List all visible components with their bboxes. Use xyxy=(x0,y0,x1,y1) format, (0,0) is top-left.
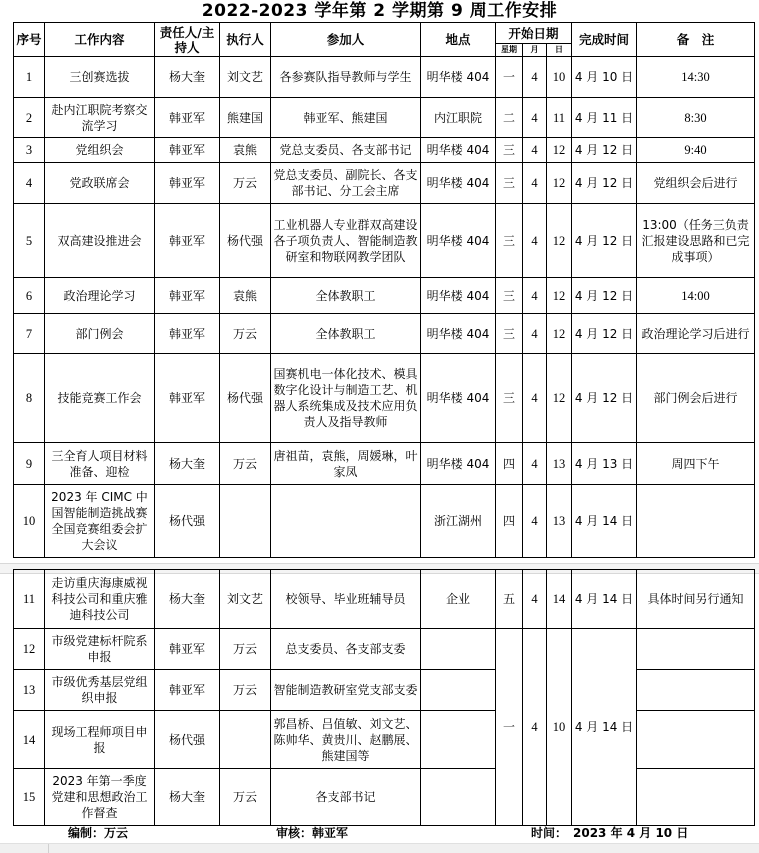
cell-month: 4 xyxy=(523,163,547,204)
cell-participants: 唐祖苗，袁熊，周媛琳，叶家凤 xyxy=(271,443,421,485)
cell-location: 明华楼 404 xyxy=(421,204,496,278)
cell-seq: 8 xyxy=(14,354,45,443)
cell-day: 12 xyxy=(547,163,572,204)
cell-completion: 4 月 12 日 xyxy=(572,354,637,443)
cell-content: 走访重庆海康威视科技公司和重庆雅迪科技公司 xyxy=(45,570,155,629)
cell-executor xyxy=(220,485,271,558)
cell-completion: 4 月 11 日 xyxy=(572,98,637,138)
cell-weekday: 四 xyxy=(496,485,523,558)
cell-completion: 4 月 12 日 xyxy=(572,138,637,163)
cell-seq: 3 xyxy=(14,138,45,163)
cell-executor: 袁熊 xyxy=(220,278,271,314)
table-row xyxy=(14,278,755,314)
cell-seq: 10 xyxy=(14,485,45,558)
cell-day-merged: 10 xyxy=(547,629,572,826)
cell-participants: 全体教职工 xyxy=(271,278,421,314)
header-completion: 完成时间 xyxy=(572,23,637,57)
cell-location: 明华楼 404 xyxy=(421,354,496,443)
cell-participants: 各支部书记 xyxy=(271,769,421,826)
cell-executor: 袁熊 xyxy=(220,138,271,163)
cell-executor: 熊建国 xyxy=(220,98,271,138)
cell-participants xyxy=(271,485,421,558)
cell-content: 2023 年 CIMC 中国智能制造挑战赛全国竞赛组委会扩大会议 xyxy=(45,485,155,558)
cell-seq: 5 xyxy=(14,204,45,278)
header-content: 工作内容 xyxy=(45,23,155,57)
table-row xyxy=(14,138,755,163)
cell-location: 明华楼 404 xyxy=(421,138,496,163)
table-row xyxy=(14,354,755,443)
header-remarks: 备 注 xyxy=(637,23,755,57)
header-participants: 参加人 xyxy=(271,23,421,57)
schedule-table-part-b xyxy=(13,569,755,826)
cell-day: 12 xyxy=(547,204,572,278)
cell-responsible: 韩亚军 xyxy=(155,204,220,278)
cell-participants: 党总支委员、副院长、各支部书记、分工会主席 xyxy=(271,163,421,204)
cell-location xyxy=(421,711,496,769)
cell-day: 12 xyxy=(547,278,572,314)
cell-executor: 杨代强 xyxy=(220,204,271,278)
cell-month: 4 xyxy=(523,204,547,278)
table-row xyxy=(14,570,755,629)
cell-remarks: 14:00 xyxy=(637,278,755,314)
cell-completion-merged: 4 月 14 日 xyxy=(572,629,637,826)
cell-month: 4 xyxy=(523,485,547,558)
cell-month: 4 xyxy=(523,570,547,629)
cell-executor: 万云 xyxy=(220,443,271,485)
header-seq: 序号 xyxy=(14,23,45,57)
cell-day: 12 xyxy=(547,354,572,443)
cell-responsible: 韩亚军 xyxy=(155,354,220,443)
header-executor: 执行人 xyxy=(220,23,271,57)
cell-completion: 4 月 12 日 xyxy=(572,278,637,314)
cell-remarks xyxy=(637,769,755,826)
cell-seq: 15 xyxy=(14,769,45,826)
cell-completion: 4 月 14 日 xyxy=(572,485,637,558)
header-location: 地点 xyxy=(421,23,496,57)
cell-participants: 校领导、毕业班辅导员 xyxy=(271,570,421,629)
cell-content: 党政联席会 xyxy=(45,163,155,204)
cell-day: 12 xyxy=(547,314,572,354)
cell-weekday: 五 xyxy=(496,570,523,629)
cell-content: 双高建设推进会 xyxy=(45,204,155,278)
schedule-table-part-a xyxy=(13,22,755,558)
table-row xyxy=(14,670,755,711)
cell-remarks: 14:30 xyxy=(637,57,755,98)
cell-month: 4 xyxy=(523,354,547,443)
cell-remarks: 政治理论学习后进行 xyxy=(637,314,755,354)
cell-day: 10 xyxy=(547,57,572,98)
cell-executor: 刘文艺 xyxy=(220,57,271,98)
footer-reviewed-by: 审核：韩亚军 xyxy=(276,826,349,840)
cell-completion: 4 月 10 日 xyxy=(572,57,637,98)
cell-seq: 13 xyxy=(14,670,45,711)
cell-weekday: 四 xyxy=(496,443,523,485)
cell-remarks xyxy=(637,711,755,769)
cell-seq: 2 xyxy=(14,98,45,138)
cell-content: 现场工程师项目申报 xyxy=(45,711,155,769)
cell-day: 11 xyxy=(547,98,572,138)
table-row xyxy=(14,769,755,826)
cell-content: 部门例会 xyxy=(45,314,155,354)
cell-weekday: 三 xyxy=(496,278,523,314)
table-row xyxy=(14,711,755,769)
cell-month: 4 xyxy=(523,138,547,163)
cell-seq: 6 xyxy=(14,278,45,314)
cell-content: 党组织会 xyxy=(45,138,155,163)
cell-seq: 12 xyxy=(14,629,45,670)
table-row xyxy=(14,204,755,278)
cell-location: 明华楼 404 xyxy=(421,443,496,485)
cell-responsible: 韩亚军 xyxy=(155,670,220,711)
cell-responsible: 杨代强 xyxy=(155,485,220,558)
cell-executor: 万云 xyxy=(220,769,271,826)
cell-location: 内江职院 xyxy=(421,98,496,138)
cell-executor: 万云 xyxy=(220,163,271,204)
header-day: 日 xyxy=(547,44,572,57)
cell-location: 明华楼 404 xyxy=(421,57,496,98)
cell-weekday: 三 xyxy=(496,138,523,163)
cell-executor: 刘文艺 xyxy=(220,570,271,629)
cell-remarks: 13:00（任务三负责汇报建设思路和已完成事项） xyxy=(637,204,755,278)
cell-executor: 万云 xyxy=(220,670,271,711)
header-responsible: 责任人/主持人 xyxy=(155,23,220,57)
cell-remarks xyxy=(637,670,755,711)
cell-location xyxy=(421,769,496,826)
cell-location: 明华楼 404 xyxy=(421,314,496,354)
cell-weekday: 三 xyxy=(496,314,523,354)
header-weekday: 星期 xyxy=(496,44,523,57)
table-row xyxy=(14,443,755,485)
cell-responsible: 韩亚军 xyxy=(155,98,220,138)
cell-remarks: 8:30 xyxy=(637,98,755,138)
cell-content: 三全育人项目材料准备、迎检 xyxy=(45,443,155,485)
cell-month: 4 xyxy=(523,98,547,138)
cell-content: 政治理论学习 xyxy=(45,278,155,314)
cell-month: 4 xyxy=(523,57,547,98)
cell-weekday: 二 xyxy=(496,98,523,138)
cell-day: 12 xyxy=(547,138,572,163)
cell-responsible: 杨大奎 xyxy=(155,570,220,629)
cell-month: 4 xyxy=(523,443,547,485)
cell-location xyxy=(421,629,496,670)
cell-day: 13 xyxy=(547,485,572,558)
cell-month: 4 xyxy=(523,314,547,354)
cell-seq: 9 xyxy=(14,443,45,485)
page-title: 2022-2023 学年第 2 学期第 9 周工作安排 xyxy=(201,1,558,21)
cell-completion: 4 月 13 日 xyxy=(572,443,637,485)
cell-participants: 国赛机电一体化技术、模具数字化设计与制造工艺、机器人系统集成及技术应用负责人及指导教师 xyxy=(271,354,421,443)
cell-participants: 全体教职工 xyxy=(271,314,421,354)
cell-participants: 工业机器人专业群双高建设各子项负责人、智能制造教研室和物联网教学团队 xyxy=(271,204,421,278)
cell-executor: 万云 xyxy=(220,314,271,354)
cell-weekday: 一 xyxy=(496,57,523,98)
cell-content: 市级党建标杆院系申报 xyxy=(45,629,155,670)
cell-executor xyxy=(220,711,271,769)
cell-location xyxy=(421,670,496,711)
cell-month: 4 xyxy=(523,278,547,314)
cell-remarks: 部门例会后进行 xyxy=(637,354,755,443)
cell-participants: 各参赛队指导教师与学生 xyxy=(271,57,421,98)
cell-content: 市级优秀基层党组织申报 xyxy=(45,670,155,711)
cell-participants: 总支委员、各支部支委 xyxy=(271,629,421,670)
cell-responsible: 杨大奎 xyxy=(155,57,220,98)
footer-compiled-by: 编制：万云 xyxy=(68,826,129,840)
header-month: 月 xyxy=(523,44,547,57)
cell-executor: 万云 xyxy=(220,629,271,670)
cell-responsible: 杨大奎 xyxy=(155,769,220,826)
cell-responsible: 韩亚军 xyxy=(155,138,220,163)
cell-seq: 14 xyxy=(14,711,45,769)
cell-content: 技能竞赛工作会 xyxy=(45,354,155,443)
cell-responsible: 韩亚军 xyxy=(155,163,220,204)
header-start-date: 开始日期 xyxy=(496,23,572,44)
cell-seq: 7 xyxy=(14,314,45,354)
table-row xyxy=(14,629,755,670)
cell-weekday: 三 xyxy=(496,163,523,204)
cell-location: 明华楼 404 xyxy=(421,278,496,314)
cell-responsible: 韩亚军 xyxy=(155,278,220,314)
cell-content: 三创赛选拔 xyxy=(45,57,155,98)
footer-date: 时间： 2023 年 4 月 10 日 xyxy=(531,826,689,840)
cell-content: 赴内江职院考察交流学习 xyxy=(45,98,155,138)
cell-month-merged: 4 xyxy=(523,629,547,826)
cell-completion: 4 月 12 日 xyxy=(572,314,637,354)
cell-remarks: 具体时间另行通知 xyxy=(637,570,755,629)
cell-remarks: 周四下午 xyxy=(637,443,755,485)
cell-day: 14 xyxy=(547,570,572,629)
cell-remarks: 党组织会后进行 xyxy=(637,163,755,204)
cell-participants: 智能制造教研室党支部支委 xyxy=(271,670,421,711)
cell-participants: 韩亚军、熊建国 xyxy=(271,98,421,138)
cell-weekday: 三 xyxy=(496,354,523,443)
cell-completion: 4 月 14 日 xyxy=(572,570,637,629)
cell-location: 浙江湖州 xyxy=(421,485,496,558)
cell-remarks xyxy=(637,629,755,670)
cell-content: 2023 年第一季度党建和思想政治工作督查 xyxy=(45,769,155,826)
cell-remarks xyxy=(637,485,755,558)
cell-seq: 1 xyxy=(14,57,45,98)
cell-responsible: 韩亚军 xyxy=(155,629,220,670)
cell-location: 明华楼 404 xyxy=(421,163,496,204)
table-row xyxy=(14,57,755,98)
cell-location: 企业 xyxy=(421,570,496,629)
cell-executor: 杨代强 xyxy=(220,354,271,443)
cell-responsible: 杨大奎 xyxy=(155,443,220,485)
cell-completion: 4 月 12 日 xyxy=(572,204,637,278)
cell-responsible: 韩亚军 xyxy=(155,314,220,354)
cell-remarks: 9:40 xyxy=(637,138,755,163)
cell-completion: 4 月 12 日 xyxy=(572,163,637,204)
cell-participants: 党总支委员、各支部书记 xyxy=(271,138,421,163)
table-row xyxy=(14,314,755,354)
cell-day: 13 xyxy=(547,443,572,485)
cell-participants: 郭昌桥、吕值敏、刘文艺、陈帅华、黄贵川、赵鹏展、熊建国等 xyxy=(271,711,421,769)
table-row xyxy=(14,163,755,204)
cell-weekday-merged: 一 xyxy=(496,629,523,826)
cell-seq: 4 xyxy=(14,163,45,204)
table-row xyxy=(14,485,755,558)
table-row xyxy=(14,98,755,138)
cell-weekday: 三 xyxy=(496,204,523,278)
cell-seq: 11 xyxy=(14,570,45,629)
cell-responsible: 杨代强 xyxy=(155,711,220,769)
